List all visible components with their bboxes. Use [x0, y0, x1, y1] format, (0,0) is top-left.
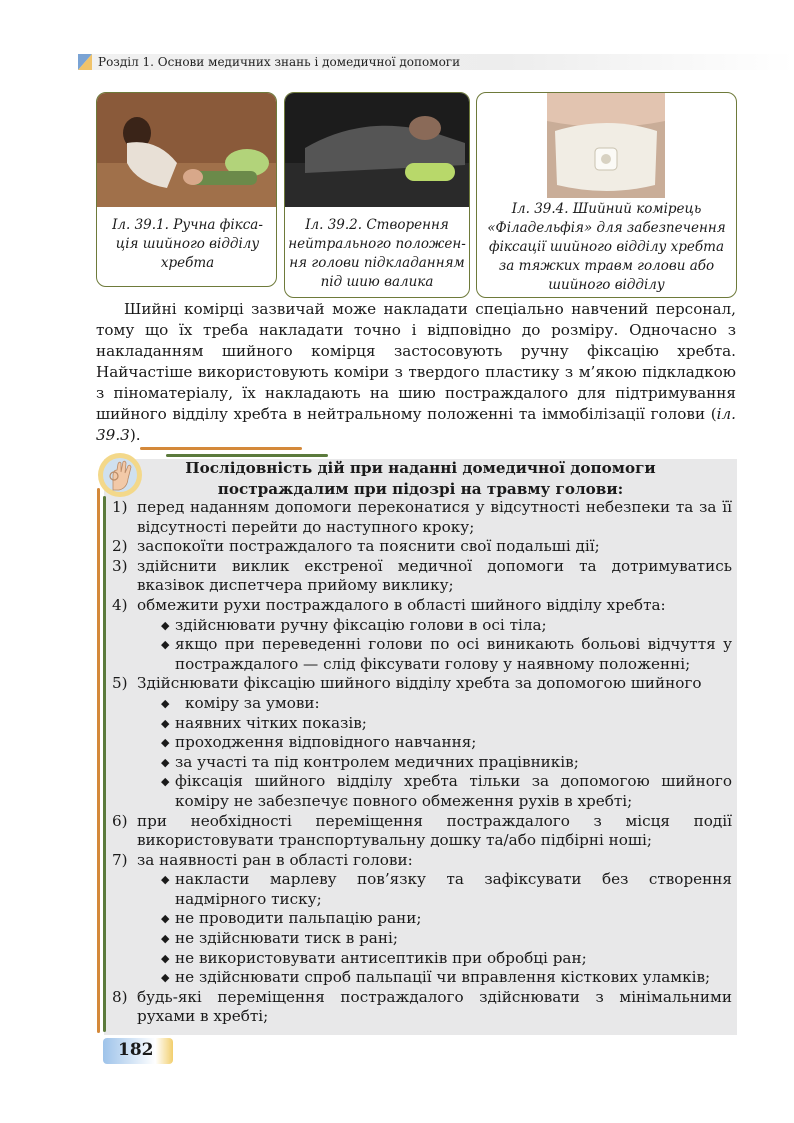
step-7: [112, 851, 732, 988]
sub-text: не проводити пальпацію рани;: [175, 909, 422, 928]
sub-text: не використовувати антисептиків при обробці ран;: [175, 948, 587, 967]
title-line-1: Послідовність дій при наданні домедичної допомоги: [185, 459, 656, 477]
diamond-bullet-icon: ◆: [161, 971, 170, 985]
step-number: 6): [112, 811, 128, 830]
figure-39-4: [476, 92, 737, 298]
sub-text: не здійснювати спроб пальпації чи вправлення кісткових уламків;: [175, 968, 711, 987]
diamond-bullet-icon: ◆: [161, 755, 170, 769]
sub-list: [137, 694, 732, 812]
diamond-bullet-icon: ◆: [161, 775, 170, 789]
decor-line-green: [166, 454, 328, 457]
step-number: 4): [112, 595, 128, 614]
neck-roll-photo: [285, 93, 469, 207]
sub-item: [137, 949, 732, 969]
sub-item: [137, 733, 732, 753]
running-header: [78, 54, 794, 70]
figure-caption: [287, 216, 467, 292]
diamond-bullet-icon: ◆: [161, 736, 170, 750]
sub-item: [137, 772, 732, 811]
figure-caption: [105, 216, 270, 273]
step-8: [112, 988, 732, 1027]
figure-reference: іл. 39.3: [96, 405, 736, 444]
step-3: [112, 557, 732, 596]
diamond-bullet-icon: ◆: [161, 873, 170, 887]
paragraph-text: Шийні комірці зазвичай може накладати спеціально навчений персонал, тому що їх треба накладати точно і відповідно до розміру. Одночасно з накладанням шийного комірця застосовують ручну фіксацію хребта. Найчастіше використовують коміри з твердого пластику з м’якою підкладкою з піноматеріалу, їх накладають на шию постраждалого для підтримування шийного відділу хребта в нейтральному положенні та іммобілізації голови (: [96, 300, 736, 423]
diamond-bullet-icon: ◆: [161, 932, 170, 946]
figure-39-1: [96, 92, 277, 287]
sub-item: [137, 870, 732, 909]
sub-text: накласти марлеву пов’язку та зафіксувати без створення надмірного тиску;: [175, 870, 732, 908]
caption-line: за тяжких травм голови або: [498, 258, 715, 274]
caption-line: фіксації шийного відділу хребта: [489, 239, 724, 255]
sub-text: фіксація шийного відділу хребта тільки за допомогою шийного коміру не забезпечує повного обмеження рухів в хребті;: [175, 772, 732, 810]
diamond-bullet-icon: ◆: [161, 618, 170, 632]
sub-list: [137, 616, 732, 675]
step-text: здійснити виклик екстреної медичної допомоги та дотримуватись вказівок диспетчера прийому виклику;: [137, 556, 732, 595]
sub-item: [137, 968, 732, 988]
caption-line: нейтрального положен-: [288, 236, 466, 252]
header-mark-icon: [78, 54, 92, 70]
step-text: обмежити рухи постраждалого в області шийного відділу хребта:: [137, 595, 666, 614]
step-2: [112, 537, 732, 557]
step-number: 7): [112, 850, 128, 869]
step-text: заспокоїти постраждалого та пояснити свої подальші дії;: [137, 537, 600, 556]
diamond-bullet-icon: ◆: [161, 716, 170, 730]
sub-text: не здійснювати тиск в рані;: [175, 929, 398, 948]
decor-vline-orange: [97, 488, 100, 1033]
caption-line: шийного відділу: [548, 277, 665, 293]
page-number: 182: [118, 1040, 154, 1060]
sub-text: здійснювати ручну фіксацію голови в осі тіла;: [175, 615, 547, 634]
header-title: Розділ 1. Основи медичних знань і домедичної допомоги: [98, 55, 461, 69]
sub-item: [137, 616, 732, 636]
caption-line: «Філадельфія» для забезпечення: [487, 220, 726, 236]
figure-photo: [97, 93, 276, 207]
sub-item: [137, 929, 732, 949]
step-text: будь-які переміщення постраждалого здійснювати з мінімальними рухами в хребті;: [137, 987, 732, 1026]
decor-vline-green: [103, 496, 106, 1032]
diamond-bullet-icon: ◆: [161, 951, 170, 965]
figure-caption: [481, 200, 732, 295]
sub-text: якщо при переведенні голови по осі виникають больові відчуття у постраждалого — слід фіксувати голову у наявному положенні;: [175, 635, 732, 673]
caption-line: Іл. 39.1. Ручна фікса-: [112, 217, 263, 233]
step-number: 3): [112, 556, 128, 575]
step-text: перед наданням допомоги переконатися у відсутності небезпеки та за її відсутності перейти до наступного кроку;: [137, 498, 732, 536]
cervical-collar-photo: [547, 93, 665, 198]
step-number: 2): [112, 537, 128, 556]
caption-line: під шию валика: [320, 274, 434, 290]
sub-text: проходження відповідного навчання;: [175, 733, 477, 752]
sub-item: [137, 714, 732, 734]
step-4: [112, 596, 732, 674]
figure-photo: [285, 93, 469, 207]
caption-line: Іл. 39.4. Шийний комірець: [511, 201, 702, 217]
diamond-bullet-icon: ◆: [161, 696, 170, 710]
caption-line: хребта: [160, 255, 215, 271]
procedure-steps: [112, 498, 732, 1027]
step-text: за наявності ран в області голови:: [137, 850, 413, 869]
sub-text: за участі та під контролем медичних працівників;: [175, 752, 579, 771]
body-paragraph: [96, 299, 736, 446]
step-6: [112, 812, 732, 851]
step-number: 5): [112, 674, 128, 693]
step-text: Здійснювати фіксацію шийного відділу хребта за допомогою шийного: [137, 674, 702, 693]
sub-item: [137, 694, 732, 714]
step-text: при необхідності переміщення постраждалого з місця події використовувати транспортувальну дошку та/або підбірні ноші;: [137, 811, 732, 850]
sub-item: [137, 909, 732, 929]
manual-fixation-photo: [97, 93, 276, 207]
sub-item: [137, 635, 732, 674]
sub-text: коміру за умови:: [185, 693, 320, 712]
sub-text: наявних чітких показів;: [175, 713, 367, 732]
sub-item: [137, 753, 732, 773]
paragraph-end: ).: [129, 426, 141, 444]
step-number: 8): [112, 987, 128, 1006]
step-5: [112, 674, 732, 811]
caption-line: ня голови підкладанням: [289, 255, 465, 271]
sub-list: [137, 870, 732, 988]
diamond-bullet-icon: ◆: [161, 638, 170, 652]
diamond-bullet-icon: ◆: [161, 912, 170, 926]
figure-photo: [547, 93, 665, 198]
step-1: [112, 498, 732, 537]
decor-line-orange: [140, 447, 302, 450]
figure-39-2: [284, 92, 470, 298]
title-line-2: постраждалим при підозрі на травму голови:: [217, 480, 624, 498]
step-number: 1): [112, 498, 128, 516]
procedure-title: [104, 458, 737, 500]
caption-line: ція шийного відділу: [115, 236, 260, 252]
caption-line: Іл. 39.2. Створення: [305, 217, 449, 233]
